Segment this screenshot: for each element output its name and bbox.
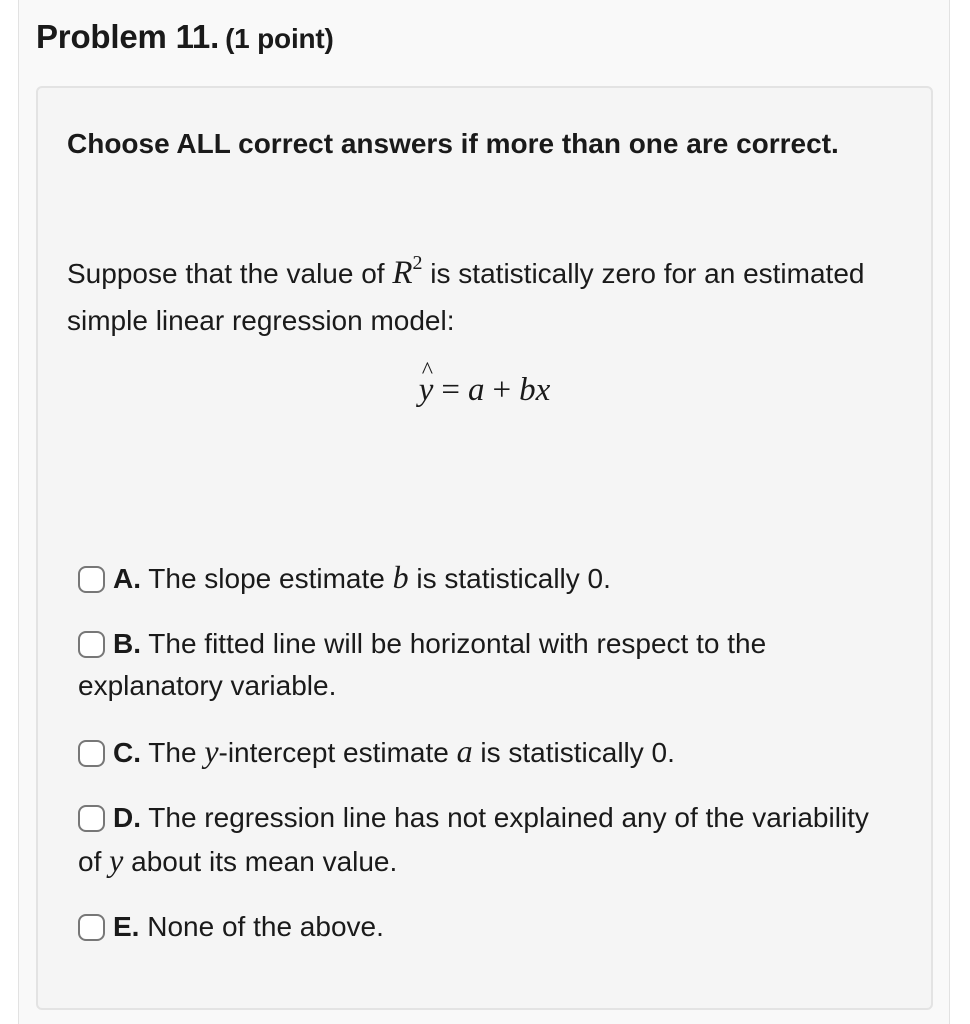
option-text: -intercept estimate <box>218 737 457 768</box>
option-letter: B. <box>113 628 141 659</box>
option-text: The <box>141 737 205 768</box>
problem-header <box>36 18 334 56</box>
r-exponent: 2 <box>412 252 423 274</box>
r-var: R <box>392 255 413 291</box>
option-e-checkbox[interactable] <box>78 914 105 941</box>
equals-sign: = <box>441 372 460 408</box>
instructions: Choose ALL correct answers if more than one are correct. <box>67 128 839 159</box>
option-math: b <box>392 559 409 595</box>
option-letter: E. <box>113 911 140 942</box>
option-c[interactable] <box>78 730 898 774</box>
problem-title: Problem 11. <box>36 18 220 55</box>
option-letter: D. <box>113 802 141 833</box>
option-d-checkbox[interactable] <box>78 805 105 832</box>
r-squared-math <box>392 252 423 291</box>
option-b[interactable] <box>78 623 898 707</box>
option-math: y <box>109 842 124 878</box>
problem-points: (1 point) <box>225 23 334 54</box>
option-b-checkbox[interactable] <box>78 631 105 658</box>
option-text: None of the above. <box>139 911 384 942</box>
question-text-before: Suppose that the value of <box>67 258 393 289</box>
option-a[interactable] <box>78 556 898 600</box>
option-text: about its mean value. <box>123 846 398 877</box>
option-math: y <box>204 733 219 769</box>
y-hat: ^ y <box>419 372 434 409</box>
regression-equation <box>38 372 931 409</box>
question-text <box>67 242 887 344</box>
question-text-after: is statistically zero for an estimated simple linear regression model: <box>67 258 865 336</box>
plus-sign: + <box>492 372 512 408</box>
problem-box <box>36 86 933 1010</box>
option-text: The fitted line will be horizontal with respect to the explanatory variable. <box>78 628 767 701</box>
option-letter: C. <box>113 737 141 768</box>
answer-options <box>78 556 898 971</box>
slope-bx: bx <box>519 372 551 408</box>
option-text: The slope estimate <box>141 563 393 594</box>
option-c-checkbox[interactable] <box>78 740 105 767</box>
option-a-checkbox[interactable] <box>78 566 105 593</box>
intercept-a: a <box>468 372 485 408</box>
option-letter: A. <box>113 563 141 594</box>
option-d[interactable] <box>78 797 898 883</box>
option-text: is statistically 0. <box>472 737 675 768</box>
option-text: is statistically 0. <box>408 563 611 594</box>
option-text: The regression line has not explained any of the variability of <box>78 802 869 877</box>
option-e[interactable] <box>78 906 898 948</box>
option-math: a <box>456 733 473 769</box>
